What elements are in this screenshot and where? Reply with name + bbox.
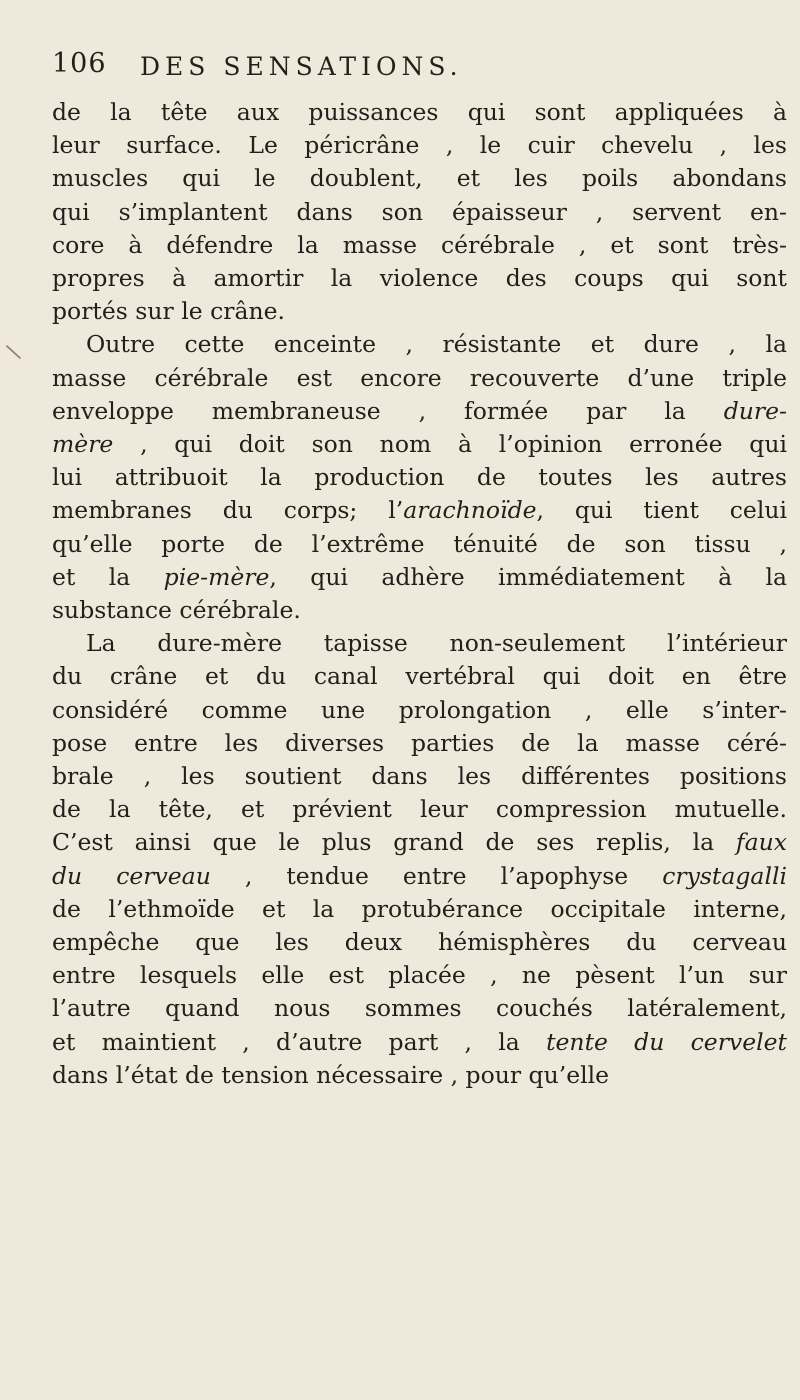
text-line xyxy=(52,793,787,826)
page-number: 106 xyxy=(52,48,107,79)
running-head: DES SENSATIONS. xyxy=(140,52,463,81)
text-line xyxy=(52,362,787,395)
text-run: La dure-mère tapisse non-seulement l’intérieur xyxy=(86,629,787,658)
text-run: entre lesquels elle est placée , ne pèsent l’un sur xyxy=(52,961,787,990)
text-line xyxy=(52,295,787,328)
text-run: qu’elle porte de l’extrême ténuité de son tissu , xyxy=(52,529,787,558)
text-run: qui s’implantent dans son épaisseur , servent en- xyxy=(52,197,787,226)
text-run: muscles qui le doublent, et les poils abondans xyxy=(52,164,787,193)
text-line xyxy=(52,694,787,727)
text-run: dans l’état de tension nécessaire , pour qu’elle xyxy=(52,1060,610,1089)
text-line xyxy=(52,461,787,494)
text-run: de la tête, et prévient leur compression mutuelle. xyxy=(52,795,787,824)
text-line xyxy=(52,162,787,195)
text-line xyxy=(52,826,787,859)
text-run: , qui adhère immédiatement à la xyxy=(269,562,787,591)
italic-term: faux xyxy=(735,828,787,857)
paragraph xyxy=(52,96,787,328)
text-run: Outre cette enceinte , résistante et dure , la xyxy=(86,330,787,359)
text-line xyxy=(52,760,787,793)
text-run: membranes du corps; l’ xyxy=(52,496,404,525)
text-line xyxy=(52,860,787,893)
text-line xyxy=(52,328,787,361)
text-line xyxy=(52,196,787,229)
text-run: , qui doit son nom à l’opinion erronée qui xyxy=(113,430,787,459)
text-line xyxy=(52,893,787,926)
paragraph xyxy=(52,627,787,1092)
text-run: portés sur le crâne. xyxy=(52,297,286,326)
text-run: de l’ethmoïde et la protubérance occipitale interne, xyxy=(52,894,787,923)
italic-term: pie-mère xyxy=(163,562,270,591)
text-line xyxy=(52,494,787,527)
paragraph xyxy=(52,328,787,627)
text-run: , tendue entre l’apophyse xyxy=(210,861,663,890)
text-run: , qui tient celui xyxy=(536,496,787,525)
text-run: empêche que les deux hémisphères du cerveau xyxy=(52,928,787,957)
text-run: C’est ainsi que le plus grand de ses replis, la xyxy=(52,828,736,857)
text-line xyxy=(52,959,787,992)
italic-term: dure- xyxy=(723,396,787,425)
text-line xyxy=(52,428,787,461)
italic-term: crystagalli xyxy=(662,861,787,890)
text-line xyxy=(52,395,787,428)
text-run: propres à amortir la violence des coups qui sont xyxy=(52,264,787,293)
text-line xyxy=(52,262,787,295)
italic-term: mère xyxy=(52,430,114,459)
text-run: de la tête aux puissances qui sont appliquées à xyxy=(52,98,787,126)
text-run: substance cérébrale. xyxy=(52,596,301,625)
text-run: lui attribuoit la production de toutes les autres xyxy=(52,463,787,492)
text-run: considéré comme une prolongation , elle s’inter- xyxy=(52,695,787,724)
margin-mark: \ xyxy=(4,339,24,366)
text-line xyxy=(52,229,787,262)
text-line xyxy=(52,926,787,959)
italic-term: tente du cervelet xyxy=(546,1027,787,1056)
text-line xyxy=(52,660,787,693)
text-line xyxy=(52,992,787,1025)
text-line xyxy=(52,561,787,594)
text-line xyxy=(52,528,787,561)
text-run: et maintient , d’autre part , la xyxy=(52,1027,547,1056)
text-line xyxy=(52,1026,787,1059)
page-header xyxy=(52,48,772,88)
italic-term: arachnoïde xyxy=(403,496,537,525)
italic-term: du cerveau xyxy=(52,861,211,890)
text-run: et la xyxy=(52,562,164,591)
text-run: l’autre quand nous sommes couchés latéralement, xyxy=(52,994,787,1023)
text-line xyxy=(52,594,787,627)
text-line xyxy=(52,727,787,760)
text-run: du crâne et du canal vertébral qui doit en être xyxy=(52,662,787,691)
text-line xyxy=(52,627,787,660)
text-line xyxy=(52,1059,787,1092)
text-line xyxy=(52,96,787,129)
text-run: pose entre les diverses parties de la masse céré- xyxy=(52,728,787,757)
text-run: leur surface. Le péricrâne , le cuir chevelu , les xyxy=(52,131,787,160)
text-run: core à défendre la masse cérébrale , et sont très- xyxy=(52,230,787,259)
text-run: masse cérébrale est encore recouverte d’une triple xyxy=(52,363,787,392)
text-run: enveloppe membraneuse , formée par la xyxy=(52,396,724,425)
text-line xyxy=(52,129,787,162)
body-text xyxy=(52,96,787,1092)
text-run: brale , les soutient dans les différentes positions xyxy=(52,762,787,791)
